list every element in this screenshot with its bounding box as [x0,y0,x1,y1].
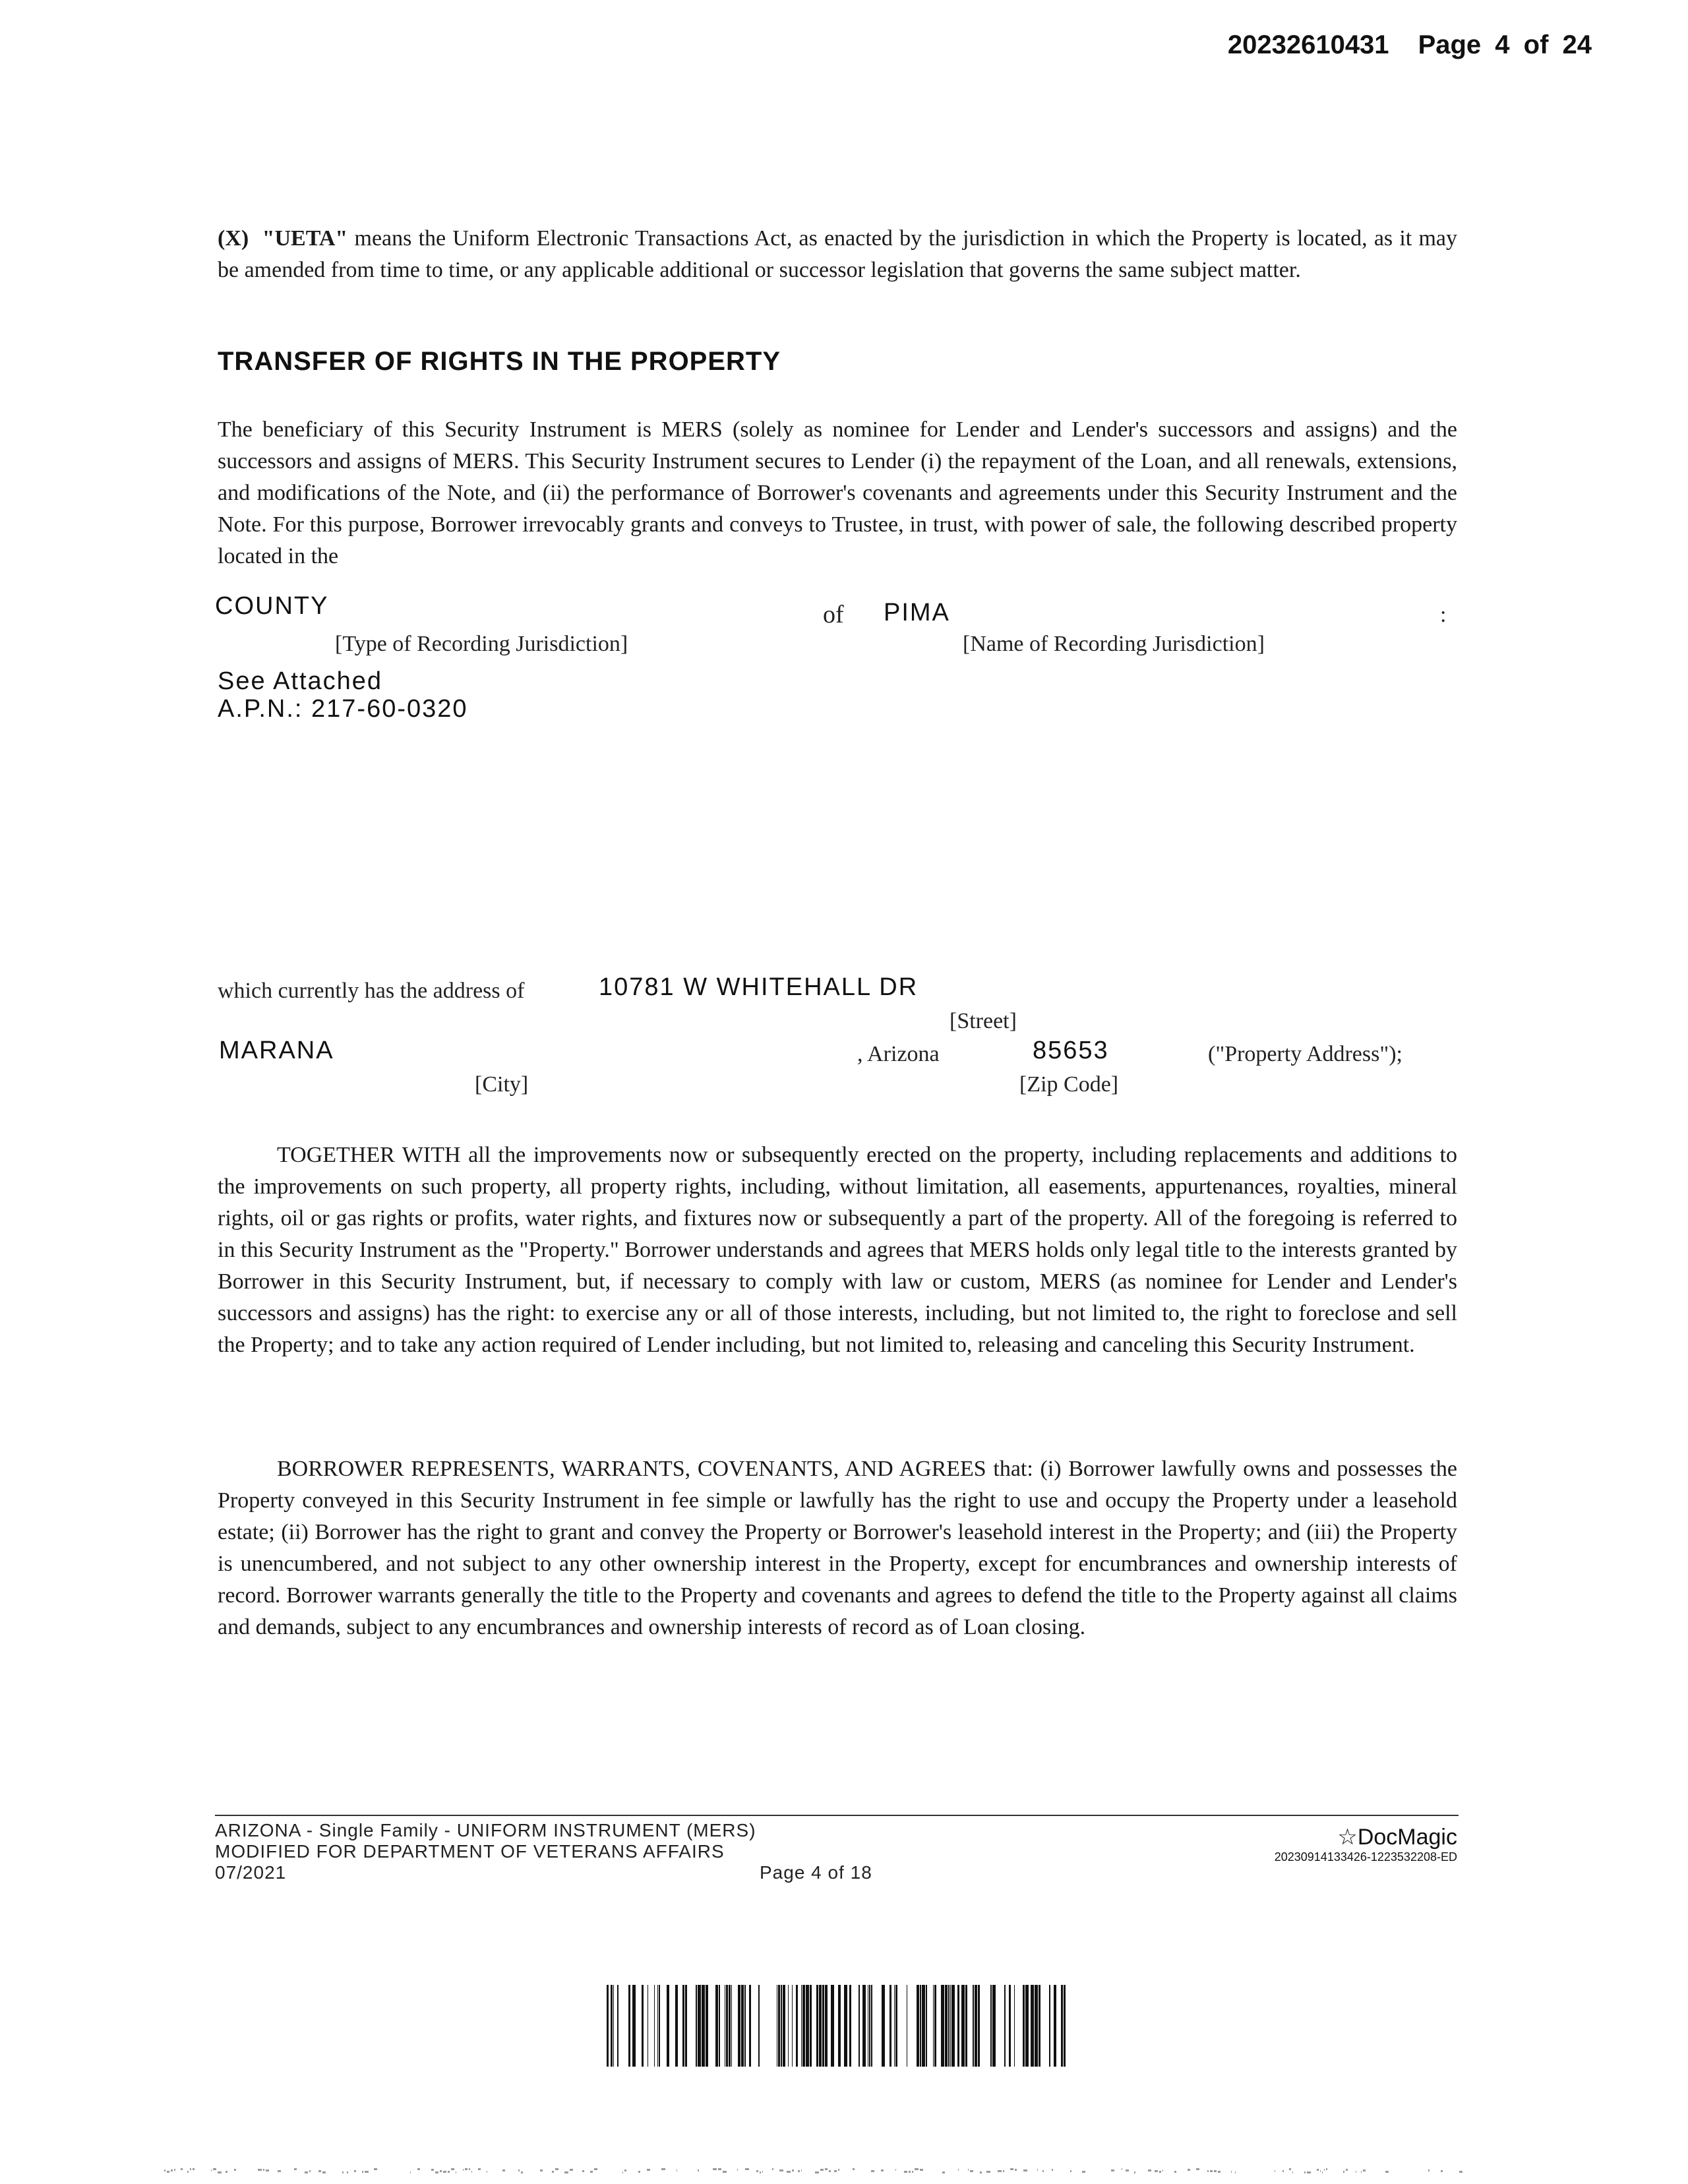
address-state: , Arizona [857,1042,940,1066]
noise-speck [448,2171,450,2173]
barcode-bar [926,1985,927,2067]
noise-speck [469,2168,470,2170]
barcode-bar [806,1985,809,2067]
noise-speck [792,2169,794,2171]
noise-speck [187,2171,189,2173]
noise-speck [713,2168,717,2170]
noise-speck [895,2169,896,2171]
noise-speck [998,2170,1002,2172]
barcode-bar [941,1985,944,2067]
barcode-bar [781,1985,782,2067]
barcode-bar [696,1985,697,2067]
noise-speck [263,2169,264,2171]
noise-speck [815,2171,819,2173]
noise-speck [318,2170,321,2172]
jurisdiction-of-word: of [823,601,844,628]
noise-speck [590,2171,593,2173]
noise-speck [825,2168,828,2170]
address-lead: which currently has the address of [218,979,525,1003]
barcode-bar [849,1985,851,2067]
noise-speck [1292,2171,1293,2173]
noise-speck [968,2169,969,2171]
barcode-bar [801,1985,802,2067]
barcode-image [607,1985,1068,2067]
noise-speck [970,2170,973,2172]
noise-speck [435,2171,438,2173]
barcode-bar [607,1985,609,2067]
noise-speck [193,2168,195,2170]
jurisdiction-name-value: PIMA [884,599,950,626]
noise-speck [362,2171,363,2173]
noise-speck [309,2170,311,2172]
docmagic-brand: DocMagic [1357,1825,1457,1850]
barcode-bar [895,1985,897,2067]
barcode-bar [659,1985,660,2067]
ueta-term: "UETA" [262,226,348,251]
noise-speck [417,2168,420,2170]
barcode-bar [819,1985,822,2067]
barcode-bar [948,1985,950,2067]
noise-speck [1042,2170,1044,2172]
barcode-bar [973,1985,974,2067]
noise-speck [853,2168,855,2170]
address-zip-value: 85653 [1033,1037,1109,1064]
barcode-bar [990,1985,992,2067]
barcode-bar [816,1985,818,2067]
barcode-bar [992,1985,996,2067]
noise-speck [440,2170,442,2172]
noise-speck [1010,2168,1013,2170]
star-icon: ☆ [1337,1825,1358,1850]
noise-speck [986,2171,990,2173]
noise-speck [958,2169,959,2171]
noise-speck [760,2171,761,2173]
noise-speck [342,2171,344,2173]
barcode-bar [778,1985,780,2067]
noise-speck [1363,2169,1366,2171]
noise-speck [820,2169,824,2171]
noise-speck [1207,2170,1209,2172]
noise-speck [737,2169,738,2171]
noise-speck [258,2169,262,2171]
barcode-bar [719,1985,720,2067]
noise-speck [698,2169,699,2171]
form-identifier [215,1820,756,1883]
barcode-bar [698,1985,701,2067]
noise-speck [171,2169,173,2171]
noise-speck [1304,2171,1306,2173]
noise-speck [1320,2170,1321,2172]
noise-speck [1346,2169,1348,2171]
barcode-bar [933,1985,934,2067]
barcode-bar [1009,1985,1011,2067]
address-zip-caption: [Zip Code] [1019,1072,1119,1097]
barcode-bar [1064,1985,1066,2067]
ueta-text: means the Uniform Electronic Transactions Act, as enacted by the jurisdiction in which the Property is located, as it may be amended from time to time, or any applicable additional or successor legislation that governs the same subject matter. [218,226,1457,282]
address-city-caption: [City] [475,1072,529,1097]
noise-speck [1307,2171,1311,2173]
barcode-bar [965,1985,967,2067]
noise-speck [190,2168,191,2170]
noise-speck [555,2168,558,2170]
barcode-bar [744,1985,746,2067]
noise-speck [431,2169,434,2171]
noise-speck [374,2168,377,2170]
noise-speck [211,2169,212,2171]
form-line-3: 07/2021 [215,1862,287,1883]
noise-speck [942,2171,945,2173]
recording-header [1228,30,1592,60]
noise-speck [226,2171,227,2173]
barcode-bar [706,1985,708,2067]
barcode-bar [731,1985,732,2067]
barcode-bar [726,1985,728,2067]
recording-page-label: Page 4 of 24 [1418,30,1592,59]
barcode-bar [859,1985,860,2067]
barcode-bar [642,1985,644,2067]
document-number: 20232610431 [1227,30,1389,59]
barcode-bar [702,1985,705,2067]
jurisdiction-type-value: COUNTY [215,592,329,620]
noise-speck [278,2170,281,2172]
barcode-bar [667,1985,669,2067]
barcode-bar [945,1985,948,2067]
noise-speck [1196,2168,1199,2170]
noise-speck [787,2171,791,2173]
barcode-bar [682,1985,684,2067]
barcode-bar [738,1985,740,2067]
barcode-bar [657,1985,658,2067]
barcode-bar [975,1985,977,2067]
barcode-bar [783,1985,785,2067]
noise-speck [801,2169,802,2171]
barcode-bar [882,1985,885,2067]
noise-speck [1361,2171,1362,2173]
noise-speck [1231,2171,1232,2173]
barcode-bar [1049,1985,1050,2067]
noise-speck [1134,2171,1135,2173]
noise-speck [1282,2170,1284,2172]
noise-speck [305,2171,308,2173]
barcode-bar [788,1985,789,2067]
barcode-bar [617,1985,618,2067]
barcode-bar [831,1985,834,2067]
barcode-bar [1004,1985,1006,2067]
barcode-bar [613,1985,614,2067]
barcode-bar [869,1985,870,2067]
noise-speck [410,2171,411,2173]
noise-speck [1235,2171,1236,2173]
jurisdiction-colon: : [1440,603,1447,627]
barcode-bar [920,1985,921,2067]
noise-speck [518,2169,520,2171]
docmagic-code: 20230914133426-1223532208-ED [1274,1850,1457,1864]
noise-speck [564,2171,568,2173]
form-line-1: ARIZONA - Single Family - UNIFORM INSTRUMENT (MERS) [215,1820,756,1840]
barcode-bar [802,1985,805,2067]
noise-speck [570,2169,573,2171]
noise-speck [1070,2170,1071,2172]
noise-speck [1428,2169,1430,2171]
noise-speck [164,2169,166,2171]
noise-speck [829,2170,831,2172]
noise-speck [478,2168,481,2170]
legal-description [218,667,468,723]
barcode-bar [862,1985,866,2067]
noise-speck [213,2168,216,2170]
noise-speck [443,2171,446,2173]
noise-speck [1441,2170,1443,2172]
noise-speck [1218,2171,1221,2173]
barcode-bar [632,1985,636,2067]
noise-speck [909,2171,911,2173]
noise-speck [1174,2171,1176,2173]
noise-speck [1162,2169,1163,2171]
noise-speck [594,2168,597,2170]
address-city-value: MARANA [219,1037,334,1064]
noise-speck [756,2170,758,2172]
barcode-bar [1023,1985,1025,2067]
barcode-bar [1061,1985,1063,2067]
form-line-2: MODIFIED FOR DEPARTMENT OF VETERANS AFFAIRS [215,1841,725,1862]
noise-speck [1148,2169,1151,2171]
barcode-bar [951,1985,955,2067]
footer-divider [215,1815,1459,1816]
form-page-number: Page 4 of 18 [760,1862,872,1883]
legal-description-line-2: A.P.N.: 217-60-0320 [218,695,468,723]
noise-speck [1322,2171,1323,2173]
noise-speck [1037,2169,1038,2171]
ueta-marker: (X) [218,226,249,251]
noise-speck [451,2168,454,2170]
noise-speck [365,2171,369,2173]
noise-speck [624,2169,626,2171]
jurisdiction-name-caption: [Name of Recording Jurisdiction] [963,632,1265,656]
barcode-bar [844,1985,847,2067]
noise-speck [552,2171,554,2173]
noise-speck [582,2170,584,2172]
noise-speck [463,2169,464,2171]
section-title: TRANSFER OF RIGHTS IN THE PROPERTY [218,347,781,376]
noise-speck [622,2171,623,2173]
barcode-bar [917,1985,919,2067]
barcode-bar [934,1985,936,2067]
noise-speck [772,2168,773,2170]
noise-speck [871,2170,874,2172]
barcode-bar [978,1985,980,2067]
noise-speck [1343,2171,1344,2173]
barcode-bar [1025,1985,1029,2067]
barcode-bar [1039,1985,1040,2067]
noise-speck [718,2168,721,2170]
barcode-bar [611,1985,613,2067]
property-address-label: ("Property Address"); [1208,1042,1402,1066]
noise-speck [798,2170,800,2172]
barcode-bar [894,1985,895,2067]
barcode-bar [1054,1985,1056,2067]
barcode-bar [715,1985,718,2067]
noise-speck [881,2169,884,2171]
barcode-bar [922,1985,925,2067]
noise-speck [218,2171,222,2173]
address-street-caption: [Street] [950,1009,1017,1033]
noise-speck [1111,2169,1114,2171]
noise-speck [1210,2170,1213,2172]
noise-speck [167,2171,169,2173]
scan-edge-noise [158,2168,1490,2175]
noise-speck [1023,2169,1027,2171]
barcode-bar [758,1985,760,2067]
noise-speck [779,2169,783,2171]
noise-speck [234,2169,236,2171]
noise-speck [920,2169,923,2171]
barcode-bar [871,1985,872,2067]
noise-speck [904,2171,907,2173]
noise-speck [540,2169,543,2171]
noise-speck [915,2168,919,2170]
noise-speck [1289,2168,1291,2170]
barcode-bar [810,1985,812,2067]
noise-speck [266,2169,269,2171]
noise-speck [1015,2169,1017,2171]
together-paragraph: TOGETHER WITH all the improvements now or subsequently erected on the property, including replacements and additions to the improvements on such property, all property rights, including, without limitation, all easements, appurtenances, royalties, mineral rights, oil or gas rights or profits, water rights, and fixtures now or subsequently a part of the property. All of the foregoing is referred to in this Security Instrument as the "Property." Borrower understands and agrees that MERS holds only legal title to the interests granted by Borrower in this Security Instrument, but, if necessary to comply with law or custom, MERS (as nominee for Lender and Lender's successors and assigns) has the right: to exercise any or all of those interests, including, but not limited to, the right to foreclose and sell the Property; and to take any action required of Lender including, but not limited to, releasing and canceling this Security Instrument. [218,1143,1457,1357]
barcode-bar [729,1985,731,2067]
barcode-bar [675,1985,678,2067]
barcode-bar [628,1985,630,2067]
noise-speck [322,2171,326,2173]
noise-speck [1324,2169,1325,2171]
noise-speck [1159,2171,1161,2173]
borrower-paragraph: BORROWER REPRESENTS, WARRANTS, COVENANTS, AND AGREES that: (i) Borrower lawfully owns and possesses the Property conveyed in this Security Instrument in fee simple or lawfully has the right to use and occupy the Property under a leasehold estate; (ii) Borrower has the right to grant and convey the Property or Borrower's leasehold interest in the Property; and (iii) the Property is unencumbered, and not subject to any other ownership interest in the Property, except for encumbrances and ownership interests of record. Borrower warrants generally the title to the Property and covenants and agrees to defend the title to the Property against all claims and demands, subject to any encumbrances and ownership interests of record as of Loan closing. [218,1457,1457,1639]
noise-speck [347,2171,348,2173]
ueta-definition [218,223,1457,286]
noise-speck [838,2169,839,2171]
noise-speck [174,2169,175,2171]
barcode-bar [1014,1985,1015,2067]
barcode-bar [957,1985,959,2067]
noise-speck [1459,2171,1462,2173]
noise-speck [834,2170,837,2172]
barcode-bar [749,1985,751,2067]
noise-speck [1214,2170,1217,2172]
noise-speck [354,2170,356,2172]
noise-speck [1126,2169,1129,2171]
barcode-bar [950,1985,951,2067]
noise-speck [294,2168,297,2170]
barcode-bar [825,1985,828,2067]
legal-description-line-1: See Attached [218,667,383,695]
noise-speck [1155,2170,1158,2172]
transfer-paragraph: The beneficiary of this Security Instrument is MERS (solely as nominee for Lender and Lender's successors and assigns) and the successors and assigns of MERS. This Security Instrument secures to Lender (i) the repayment of the Loan, and all renewals, extensions, and modifications of the Note, and (ii) the performance of Borrower's covenants and agreements under this Security Instrument and the Note. For this purpose, Borrower irrevocably grants and conveys to Trustee, in trust, with power of sale, the following described property located in the [218,417,1457,568]
address-street-value: 10781 W WHITEHALL DR [599,973,919,1001]
barcode-bar [796,1985,798,2067]
noise-speck [638,2171,640,2173]
jurisdiction-type-caption: [Type of Recording Jurisdiction] [335,632,628,656]
barcode-bar [741,1985,744,2067]
noise-speck [661,2168,665,2170]
barcode-bar [961,1985,965,2067]
barcode-bar [889,1985,891,2067]
barcode-bar [654,1985,655,2067]
noise-speck [471,2171,472,2173]
noise-speck [1385,2171,1389,2173]
noise-speck [980,2171,982,2173]
noise-speck [1188,2169,1190,2171]
noise-speck [465,2168,467,2170]
noise-speck [181,2168,183,2170]
noise-speck [762,2171,763,2173]
noise-speck [502,2169,505,2171]
noise-speck [723,2171,727,2173]
noise-speck [912,2171,913,2173]
barcode-bar [1035,1985,1038,2067]
barcode-bar [1031,1985,1034,2067]
barcode-bar [685,1985,687,2067]
noise-speck [1003,2170,1004,2172]
noise-speck [1326,2168,1327,2170]
noise-speck [647,2169,650,2171]
noise-speck [1082,2171,1085,2173]
noise-speck [1317,2169,1319,2171]
barcode-bar [822,1985,824,2067]
barcode-bar [838,1985,841,2067]
barcode-bar [792,1985,793,2067]
docmagic-logo [1275,1824,1457,1864]
noise-speck [521,2171,523,2173]
noise-speck [745,2168,749,2170]
noise-speck [1052,2169,1053,2171]
